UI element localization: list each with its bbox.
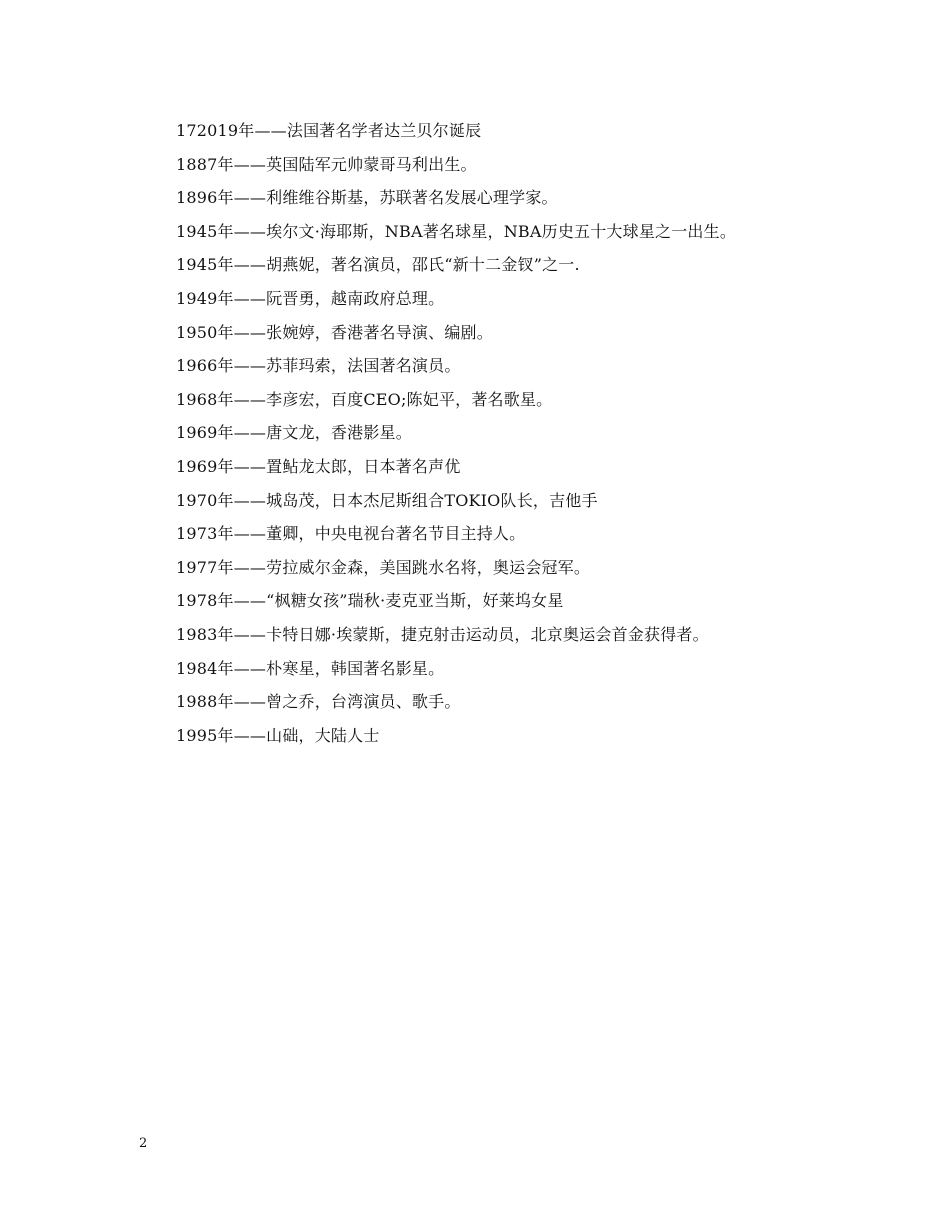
list-item: 1950年——张婉婷，香港著名导演、编剧。 [176, 322, 493, 342]
list-item: 1988年——曾之乔，台湾演员、歌手。 [176, 692, 461, 712]
list-item: 1945年——埃尔文·海耶斯，NBA著名球星，NBA历史五十大球星之一出生。 [176, 221, 737, 241]
list-item: 1978年——“枫糖女孩”瑞秋·麦克亚当斯，好莱坞女星 [176, 591, 564, 611]
page-number: 2 [139, 1136, 148, 1151]
list-item: 1949年——阮晋勇，越南政府总理。 [176, 288, 445, 308]
list-item: 1896年——利维维谷斯基，苏联著名发展心理学家。 [176, 188, 558, 208]
birth-list [176, 118, 876, 756]
list-item: 1887年——英国陆军元帅蒙哥马利出生。 [176, 154, 477, 174]
list-item: 1969年——置鲇龙太郎，日本著名声优 [176, 456, 461, 476]
list-item: 1995年——山础，大陆人士 [176, 725, 380, 745]
list-item: 1973年——董卿，中央电视台著名节目主持人。 [176, 524, 526, 544]
list-item: 1966年——苏菲玛索，法国著名演员。 [176, 356, 461, 376]
list-item: 172019年——法国著名学者达兰贝尔诞辰 [176, 121, 482, 140]
list-item: 1945年——胡燕妮，著名演员，邵氏“新十二金钗”之一. [176, 255, 580, 275]
list-item: 1968年——李彦宏，百度CEO;陈妃平，著名歌星。 [176, 389, 553, 409]
list-item: 1970年——城岛茂，日本杰尼斯组合TOKIO队长，吉他手 [176, 490, 598, 510]
list-item: 1983年——卡特日娜·埃蒙斯，捷克射击运动员，北京奥运会首金获得者。 [176, 624, 709, 644]
list-item: 1977年——劳拉威尔金森，美国跳水名将，奥运会冠军。 [176, 557, 591, 577]
list-item: 1984年——朴寒星，韩国著名影星。 [176, 658, 445, 678]
list-item: 1969年——唐文龙，香港影星。 [176, 423, 412, 443]
